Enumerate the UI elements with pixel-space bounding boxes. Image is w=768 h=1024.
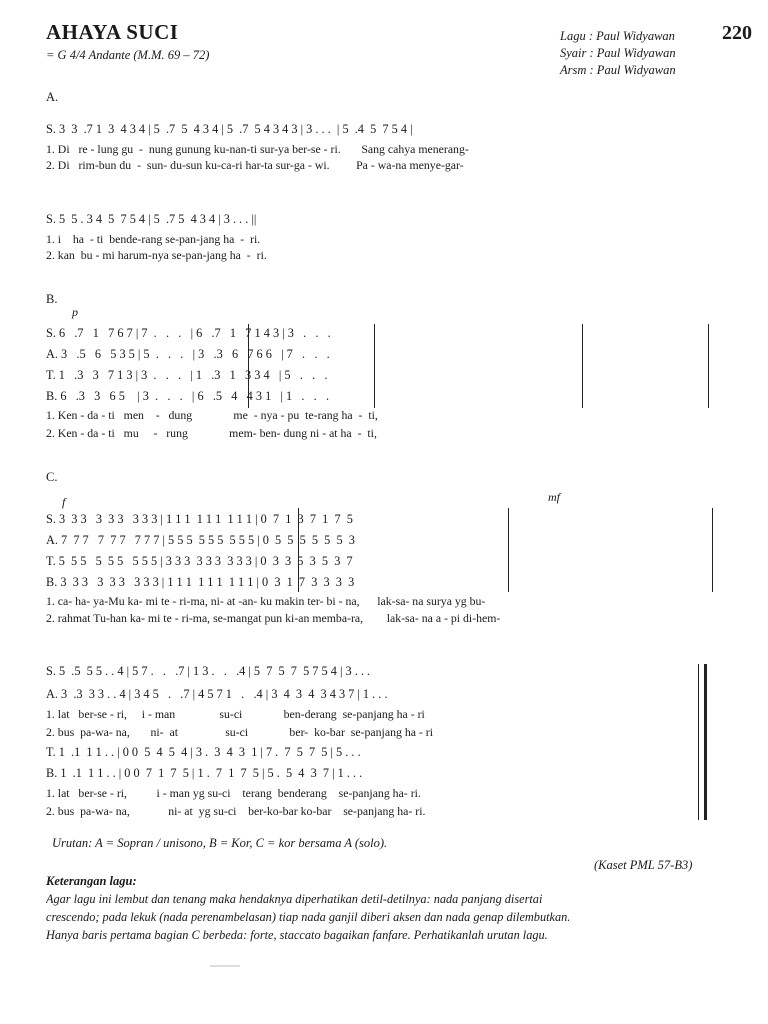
section-c-lyric-2-lower: 2. bus pa-wa- na, ni- at yg su-ci ber-ko-bar ko-bar se-panjang ha- ri.: [46, 804, 426, 818]
section-a-lyric-2: 2. Di rim-bun du - sun- du-sun ku-ca-ri har-ta sur-ga - wi. Pa - wa-na menye-gar-: [46, 158, 464, 172]
section-c-alto: A. 7 7 7 7 7 7 7 7 7 | 5 5 5 5 5 5 5 5 5 | 0 5 5 5 5 5 5 3: [46, 533, 355, 547]
section-a-soprano: S. 3 3 .7 1 3 4 3 4 | 5 .7 5 4 3 4 | 5 .7 5 4 3 4 3 | 3 . . . | 5 .4 5 7 5 4 |: [46, 122, 413, 136]
section-c-soprano-final: S. 5 .5 5 5 . . 4 | 5 7 . . .7 | 1 3 . . .4 | 5 7 5 7 5 7 5 4 | 3 . . .: [46, 664, 371, 678]
barline: [298, 508, 299, 592]
section-c-lyric-1-lower: 1. lat ber-se - ri, i - man yg su-ci terang benderang se-panjang ha- ri.: [46, 786, 421, 800]
section-a-soprano-2: S. 5 5 . 3 4 5 7 5 4 | 5 .7 5 4 3 4 | 3 . . . ||: [46, 212, 257, 226]
section-c-lyric-1: 1. ca- ha- ya-Mu ka- mi te - ri-ma, ni- at -an- ku makin ter- bi - na, lak-sa- na surya yg bu-: [46, 594, 486, 608]
credit-syair: Syair : Paul Widyawan: [560, 46, 676, 60]
credit-lagu: Lagu : Paul Widyawan: [560, 29, 675, 43]
page-number: 220: [722, 22, 752, 44]
section-a-lyric-2b: 2. kan bu - mi harum-nya se-pan-jang ha - ri.: [46, 248, 267, 262]
section-c-lyric-2-upper: 2. bus pa-wa- na, ni- at su-ci ber- ko-bar se-panjang ha - ri: [46, 725, 433, 739]
order-note: Urutan: A = Sopran / unisono, B = Kor, C = kor bersama A (solo).: [52, 836, 388, 850]
section-a-lyric-1b: 1. i ha - ti bende-rang se-pan-jang ha - ri.: [46, 232, 261, 246]
section-a-label: A.: [46, 90, 59, 104]
dynamic-forte: f: [62, 495, 66, 509]
notes-title: Keterangan lagu:: [46, 874, 137, 888]
section-b-alto: A. 3 .5 6 5 3 5 | 5 . . . | 3 .3 6 7 6 6 | 7 . . .: [46, 347, 330, 361]
dynamic-piano: p: [72, 305, 78, 319]
section-c-bass: B. 3 3 3 3 3 3 3 3 3 | 1 1 1 1 1 1 1 1 1 | 0 3 1 7 3 3 3 3: [46, 575, 355, 589]
barline: [508, 508, 509, 592]
section-b-label: B.: [46, 292, 58, 306]
section-c-alto-final: A. 3 .3 3 3 . . 4 | 3 4 5 . .7 | 4 5 7 1 . .4 | 3 4 3 4 3 4 3 7 | 1 . . .: [46, 687, 388, 701]
section-a-lyric-1: 1. Di re - lung gu - nung gunung ku-nan-ti sur-ya ber-se - ri. Sang cahya menerang-: [46, 142, 469, 156]
section-b-bass: B. 6 .3 3 6 5 | 3 . . . | 6 .5 4 4 3 1 | 1 . . .: [46, 389, 330, 403]
barline: [708, 324, 709, 408]
dynamic-mezzoforte: mf: [548, 490, 560, 504]
section-c-lyric-1-upper: 1. lat ber-se - ri, i - man su-ci ben-derang se-panjang ha - ri: [46, 707, 425, 721]
section-c-label: C.: [46, 470, 58, 484]
notes-line-3: Hanya baris pertama bagian C berbeda: forte, staccato bagaikan fanfare. Perhatikanlah urutan lagu.: [46, 928, 548, 942]
scan-mark: [210, 965, 240, 967]
notes-line-1: Agar lagu ini lembut dan tenang maka hendaknya diperhatikan detil-detilnya: nada panjang disertai: [46, 892, 543, 906]
section-c-lyric-2: 2. rahmat Tu-han ka- mi te - ri-ma, se-mangat pun ki-an memba-ra, lak-sa- na a - pi di-hem-: [46, 611, 501, 625]
credit-arsm: Arsm : Paul Widyawan: [560, 63, 676, 77]
barline: [374, 324, 375, 408]
section-c-bass-final: B. 1 .1 1 1 . . | 0 0 7 1 7 5 | 1 . 7 1 7 5 | 5 . 5 4 3 7 | 1 . . .: [46, 766, 363, 780]
barline: [248, 324, 249, 408]
final-barline-thick: [704, 664, 707, 820]
section-c-tenor: T. 5 5 5 5 5 5 5 5 5 | 3 3 3 3 3 3 3 3 3 | 0 3 3 5 3 5 3 7: [46, 554, 353, 568]
cassette-reference: (Kaset PML 57-B3): [594, 858, 693, 872]
section-b-lyric-1: 1. Ken - da - ti men - dung me - nya - pu te-rang ha - ti,: [46, 408, 378, 422]
song-title: AHAYA SUCI: [46, 20, 179, 44]
section-c-soprano: S. 3 3 3 3 3 3 3 3 3 | 1 1 1 1 1 1 1 1 1 | 0 7 1 3 7 1 7 5: [46, 512, 353, 526]
key-tempo: = G 4/4 Andante (M.M. 69 – 72): [46, 48, 210, 62]
section-b-tenor: T. 1 .3 3 7 1 3 | 3 . . . | 1 .3 1 3 3 4 | 5 . . .: [46, 368, 328, 382]
section-b-lyric-2: 2. Ken - da - ti mu - rung mem- ben- dung ni - at ha - ti,: [46, 426, 377, 440]
barline: [582, 324, 583, 408]
notes-line-2: crescendo; pada lekuk (nada perenambelasan) tiap nada ganjil diberi aksen dan nada genap dilembutkan.: [46, 910, 571, 924]
barline: [712, 508, 713, 592]
credits: [560, 28, 676, 79]
section-b-soprano: S. 6 .7 1 7 6 7 | 7 . . . | 6 .7 1 7 1 4 3 | 3 . . .: [46, 326, 331, 340]
final-barline-thin: [698, 664, 699, 820]
section-c-tenor-final: T. 1 .1 1 1 . . | 0 0 5 4 5 4 | 3 . 3 4 3 1 | 7 . 7 5 7 5 | 5 . . .: [46, 745, 361, 759]
